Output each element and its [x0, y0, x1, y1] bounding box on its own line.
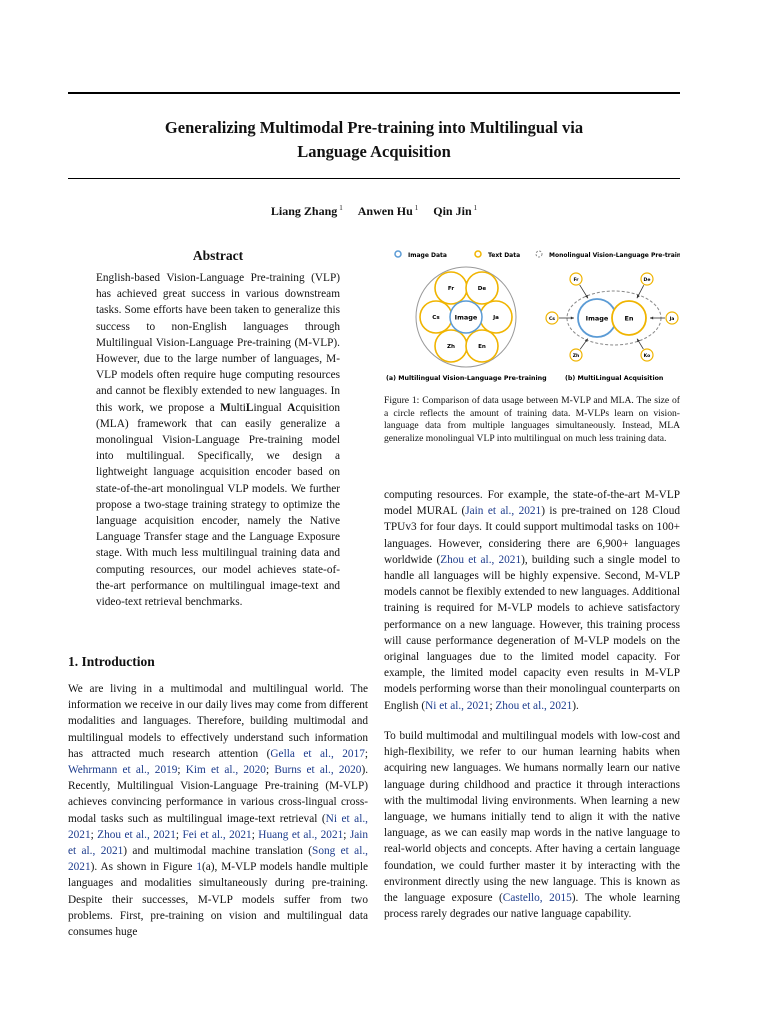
- mvlp-lang-label: De: [477, 286, 487, 293]
- legend-image-swatch: [395, 251, 401, 257]
- citation-link[interactable]: Wehrmann et al., 2019: [68, 764, 178, 777]
- right-column-paragraph-2: [384, 728, 680, 922]
- mla-lang-label: Ja: [669, 316, 675, 322]
- sep: ;: [364, 747, 369, 760]
- mla-arrow-head: [650, 316, 653, 319]
- citation-link[interactable]: Ni et al., 2021: [68, 812, 368, 841]
- abstract-text-2: (MLA) framework that can easily generalize a monolingual Vision-Language Pre-training model into multilingual. Specifically, we design a lightweight language acquisition encoder based on state-of-the-art monolingual VLP models. We further propose a two-stage training strategy to optimize the language acquisition encoder, namely the Native Language Transfer stage and the Language Exposure stage. With much less multilingual training data and computing resources, our model achieves state-of-the-art performance on multilingual image-text and video-text retrieval benchmarks.: [96, 417, 340, 609]
- abstract-heading: Abstract: [192, 248, 244, 263]
- mla-lang-label: Zh: [572, 353, 580, 359]
- mla-text: ingual: [253, 401, 288, 414]
- citation-link[interactable]: Gella et al., 2017: [270, 747, 365, 760]
- body-text: ) is pre-trained on 128 Cloud TPUv3 for four days. It could support multimodal tasks on 100+ languages. However, considering there are 6,900+ languages worldwide (: [384, 505, 681, 566]
- body-text: To build multimodal and multilingual models with low-cost and high-flexibility, we refer to our human learning habits when acquiring new languages. We humans normally learn our native language during childhood and practice it through interactions with the multimodal living environments. When learning a new language, we humans initially tend to align it with the native language, as we can easily map words in the native language to real-world objects and concepts. After having a certain language foundation, we could further master it by interacting with the environment directly using the new language. This is known as the language exposure (: [384, 730, 680, 905]
- section-heading-introduction: 1. Introduction: [68, 654, 155, 669]
- mla-initial-a: A: [287, 401, 296, 414]
- author-affiliation: 1: [414, 204, 419, 212]
- citation-link[interactable]: Kim et al., 2020: [185, 764, 266, 777]
- legend-text-swatch: [475, 251, 481, 257]
- mvlp-lang-label: Fr: [447, 286, 455, 293]
- author-name: Liang Zhang: [270, 204, 338, 218]
- right-column-paragraph-1: [384, 487, 680, 714]
- body-text: ), building such a single model to handle all languages will be highly expensive. Second, M-VLP models cannot be flexibly extended to new languages. Additional training is required for M-VLP models to achieve satisfactory performance on a new language. However, this training process will cause performance degeneration of M-VLP models on the original languages due to the limited model capacity. For example, the limited model capacity even results in M-VLP models performing worse than their monolingual counterparts on English (: [384, 553, 680, 712]
- author-2: [358, 204, 419, 218]
- citation-link[interactable]: Burns et al., 2020: [274, 764, 362, 777]
- intro-text: We are living in a multimodal and multilingual world. The information we receive in our daily lives may come from different modalities and languages. Therefore, building multimodal and multilingual models to effectively understand such information has attracted much research attention (: [68, 683, 368, 760]
- sep: ;: [489, 699, 496, 712]
- author-name: Anwen Hu: [357, 204, 413, 218]
- body-text: computing resources. For example, the state-of-the-art M-VLP model MURAL (: [384, 489, 680, 518]
- mvlp-lang-label: Zh: [446, 344, 456, 351]
- sep: ;: [265, 764, 275, 777]
- author-3: [433, 204, 477, 218]
- mvlp-lang-label: Ja: [493, 315, 499, 322]
- mla-arrow-head: [585, 339, 588, 342]
- mla-text: cquisition: [295, 401, 341, 414]
- mla-lang-label: Ko: [643, 353, 651, 359]
- citation-link[interactable]: Ni et al., 2021: [425, 699, 490, 712]
- author-list: [68, 204, 680, 219]
- author-affiliation: 1: [473, 204, 478, 212]
- citation-link[interactable]: Zhou et al., 2021: [440, 553, 522, 566]
- subcaption-b: (b) MultiLingual Acquisition: [565, 375, 664, 382]
- citation-link[interactable]: Jain et al., 2021: [465, 505, 542, 518]
- figure-ref-link[interactable]: 1: [196, 861, 202, 874]
- mla-arrow-head: [571, 316, 574, 319]
- author-affiliation: 1: [339, 204, 343, 212]
- title-bottom-rule: [68, 178, 680, 179]
- citation-link[interactable]: Zhou et al., 2021: [97, 828, 176, 841]
- abstract-text-1: English-based Vision-Language Pre-training (VLP) has achieved great success in various downstream tasks. Some efforts have been taken to generalize this success to non-English languages through Multilingual Vision-Language Pre-training (M-VLP). However, due to the large number of languages, M-VLP models often require huge computing resources and cannot be flexibly extended to new languages. In this work, we propose a: [96, 272, 340, 414]
- mla-initial-l: L: [245, 401, 254, 414]
- mla-lang-label: Cs: [548, 316, 556, 322]
- citation-link[interactable]: Castello, 2015: [502, 892, 572, 905]
- citation-link[interactable]: Jain et al., 2021: [68, 828, 369, 858]
- legend-mono-swatch: [536, 251, 542, 257]
- sep: ;: [177, 764, 186, 777]
- sep: ;: [90, 828, 98, 841]
- body-text: ). The whole learning process rarely degrades our native language capability.: [384, 892, 680, 921]
- sep: ;: [251, 828, 259, 841]
- figure-1-diagram: [384, 244, 680, 388]
- legend-image-label: Image Data: [408, 252, 447, 259]
- intro-text: ) and multimodal machine translation (: [123, 845, 313, 858]
- body-text: ).: [572, 699, 579, 712]
- title-line-1: Generalizing Multimodal Pre-training into Multilingual via: [164, 118, 584, 137]
- figure-1-caption: Figure 1: Comparison of data usage between M-VLP and MLA. The size of a circle reflects the amount of training data. M-VLPs learn on vision-language data from multiple languages simultaneously. Instead, MLA generalize monolingual VLP into multilingual on much less training data.: [384, 395, 680, 444]
- legend-text-label: Text Data: [488, 252, 521, 259]
- intro-text: ). Recently, Multilingual Vision-Language Pre-training (M-VLP) achieves convincing performance in various cross-lingual cross-modal tasks such as multilingual image-text retrieval (: [68, 764, 369, 825]
- mvlp-lang-label: Cs: [432, 315, 440, 322]
- introduction-paragraph: [68, 681, 368, 940]
- title-line-2: Language Acquisition: [297, 142, 451, 161]
- citation-link[interactable]: Zhou et al., 2021: [495, 699, 573, 712]
- intro-text: ). As shown in Figure: [90, 861, 197, 874]
- intro-text: (a), M-VLP models handle multiple languages and modalities simultaneously during pre-training. Despite their successes, M-VLP models suffer from two problems. First, pre-training on vision and multilingual data consumes huge: [68, 861, 368, 939]
- mla-lang-label: De: [643, 277, 651, 283]
- mvlp-image-label: Image: [454, 313, 478, 322]
- figure-1: [384, 244, 680, 388]
- paper-title: [68, 116, 680, 164]
- author-1: [271, 204, 343, 218]
- mla-lang-label: Fr: [573, 277, 579, 283]
- abstract-body: [96, 270, 340, 610]
- sep: ;: [343, 828, 350, 841]
- top-rule: [68, 92, 680, 94]
- citation-link[interactable]: Fei et al., 2021: [182, 828, 252, 841]
- citation-link[interactable]: Huang et al., 2021: [258, 828, 344, 841]
- author-name: Qin Jin: [433, 204, 472, 218]
- legend-mono-label: Monolingual Vision-Language Pre-training: [549, 252, 680, 259]
- mvlp-lang-label: En: [478, 344, 486, 351]
- mla-initial-m: M: [220, 401, 231, 414]
- mla-image-label: Image: [585, 314, 609, 323]
- sep: ;: [175, 828, 183, 841]
- mla-en-label: En: [624, 314, 634, 323]
- subcaption-a: (a) Multilingual Vision-Language Pre-training: [386, 375, 547, 382]
- citation-link[interactable]: Song et al., 2021: [68, 845, 368, 874]
- mla-text: ulti: [230, 401, 246, 414]
